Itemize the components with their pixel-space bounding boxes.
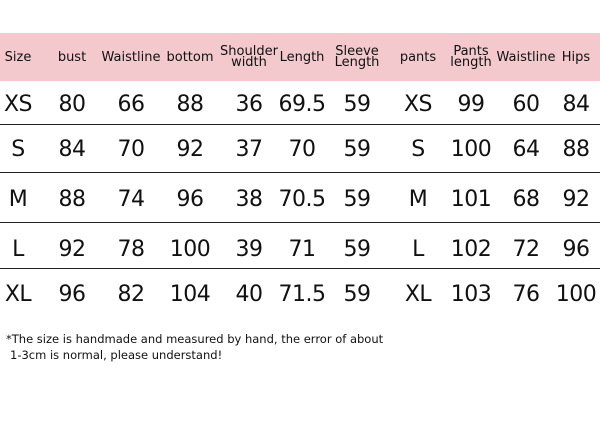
header-label: length [450,55,492,70]
header-label: Length [334,55,380,70]
header-label: Hips [561,49,591,65]
table-row [0,177,600,221]
table-cell: 59 [343,91,371,117]
table-row [0,272,600,316]
table-cell: M [8,186,28,212]
table-cell: S [411,136,425,162]
note-line-1: *The size is handmade and measured by hand, the error of about [6,332,384,346]
table-cell: 64 [512,136,540,162]
header-cell [96,33,166,81]
row-divider [0,222,600,223]
table-cell: 96 [176,186,204,212]
table-cell: 102 [450,236,492,262]
header-cell [163,33,217,81]
table-cell: 84 [58,136,86,162]
table-cell: L [12,236,24,262]
header-label: Shoulder [220,44,278,59]
table-cell: 71.5 [278,281,326,307]
table-cell: 88 [562,136,590,162]
header-cell [1,33,35,81]
table-cell: XS [403,91,433,117]
header-cell [220,33,278,81]
header-cell [52,33,92,81]
table-cell: 92 [176,136,204,162]
row-divider [0,172,600,173]
table-cell: 68 [512,186,540,212]
table-cell: 101 [450,186,492,212]
header-cell [278,33,326,81]
table-cell: 92 [562,186,590,212]
header-label: Waistline [496,49,556,65]
table-cell: 80 [58,91,86,117]
table-cell: 92 [58,236,86,262]
table-cell: L [412,236,424,262]
table-row [0,227,600,271]
table-cell: 100 [450,136,492,162]
table-cell: 82 [117,281,145,307]
table-cell: 37 [235,136,263,162]
row-divider [0,268,600,269]
header-label: width [231,55,267,70]
table-cell: 78 [117,236,145,262]
table-cell: 59 [343,236,371,262]
table-cell: 88 [58,186,86,212]
header-label: Pants [453,44,489,59]
table-cell: 88 [176,91,204,117]
table-cell: 96 [562,236,590,262]
table-cell: 69.5 [278,91,326,117]
table-row [0,127,600,171]
table-cell: 59 [343,281,371,307]
table-cell: 40 [235,281,263,307]
measurement-note [6,331,383,363]
header-label: bust [57,49,87,65]
table-cell: 103 [450,281,492,307]
table-cell: 60 [512,91,540,117]
header-label: Sleeve [335,44,379,59]
table-cell: 39 [235,236,263,262]
table-cell: M [408,186,428,212]
table-cell: 99 [457,91,485,117]
row-divider [0,124,600,125]
table-cell: 96 [58,281,86,307]
table-cell: 76 [512,281,540,307]
table-cell: XS [3,91,33,117]
table-cell: 71 [288,236,316,262]
table-cell: 100 [169,236,211,262]
header-cell [334,33,380,81]
table-cell: 70.5 [278,186,326,212]
table-cell: 66 [117,91,145,117]
table-cell: 70 [288,136,316,162]
size-table-header [0,33,600,81]
header-cell [496,33,556,81]
header-cell [447,33,495,81]
table-cell: 72 [512,236,540,262]
table-cell: 70 [117,136,145,162]
header-label: pants [399,49,437,65]
header-label: bottom [166,49,214,65]
header-cell [556,33,596,81]
table-cell: 36 [235,91,263,117]
table-cell: XL [4,281,32,307]
table-cell: 104 [169,281,211,307]
header-label: Waistline [101,49,161,65]
note-line-2: 1-3cm is normal, please understand! [10,348,223,362]
table-cell: 74 [117,186,145,212]
table-cell: 59 [343,136,371,162]
table-cell: 100 [555,281,597,307]
table-cell: S [11,136,25,162]
table-cell: 59 [343,186,371,212]
table-cell: 84 [562,91,590,117]
table-cell: 38 [235,186,263,212]
table-cell: XL [404,281,432,307]
table-row [0,82,600,126]
header-label: Size [4,49,32,65]
header-label: Length [279,49,325,65]
header-cell [398,33,438,81]
